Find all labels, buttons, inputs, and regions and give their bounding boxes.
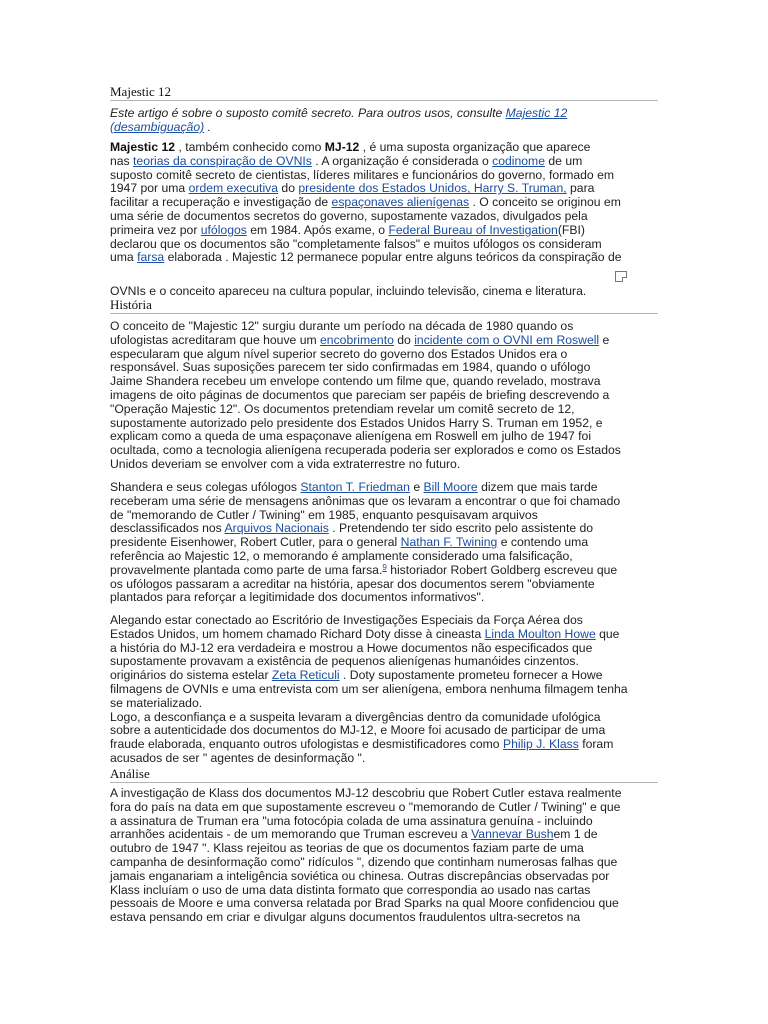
section-heading-historia: História: [110, 297, 152, 312]
text: . O conceito se originou em: [469, 195, 621, 210]
link-stanton-friedman[interactable]: Stanton T. Friedman: [300, 480, 410, 494]
text: ufologistas acreditaram que houve um: [110, 332, 321, 347]
section-divider: [110, 313, 658, 314]
link-incidente-roswell[interactable]: incidente com o OVNI em Roswell: [414, 332, 600, 347]
text: em 1984. Após exame, o: [246, 222, 389, 237]
text: arranhões acidentais - de um memorando que Truman escreveu a: [110, 827, 472, 842]
text: nas: [110, 153, 134, 168]
text-line: acusados de ser " agentes de desinformação ".: [110, 750, 366, 765]
text-line: supostamente provavam a existência de pequenos alienígenas humanóides cinzentos.: [110, 654, 579, 669]
text-line: imagens de oito páginas de documentos que pareciam ser papéis de briefing descrevendo a: [110, 387, 610, 402]
text: provavelmente plantada como parte de uma farsa.: [110, 562, 383, 577]
text: que: [595, 626, 620, 641]
page-title: Majestic 12: [110, 84, 172, 99]
text: desclassificados nos: [110, 521, 225, 536]
text-line: O conceito de "Majestic 12" surgiu durante um período na década de 1980 quando os: [110, 319, 574, 333]
link-bill-moore[interactable]: Bill Moore: [423, 480, 478, 494]
section-divider: [110, 782, 658, 783]
text: Shandera e seus colegas ufólogos: [110, 480, 301, 494]
text-line: a história do MJ-12 era verdadeira e mostrou a Howe documentos não especificados que: [110, 640, 593, 655]
text-line: a assinatura de Truman era "uma fotocópia colada de uma assinatura genuína - incluindo: [110, 813, 593, 828]
link-encobrimento[interactable]: encobrimento: [320, 332, 394, 347]
intro-paragraph-end: [110, 285, 666, 299]
citation-link[interactable]: 9: [382, 562, 387, 572]
link-ufologos[interactable]: ufólogos: [200, 222, 247, 237]
text-line: fora do país na data em que supostamente escreveu o "memorando de Cutler / Twining" e que: [110, 799, 621, 814]
text: facilitar a recuperação e investigação de: [110, 195, 332, 210]
text: dizem que mais tarde: [477, 480, 598, 494]
text: e contendo uma: [497, 535, 589, 550]
text-line: Logo, a desconfiança e a suspeita levaram a divergências dentro da comunidade ufológica: [110, 709, 601, 724]
text-line: uma série de documentos secretos do governo, supostamente vazados, divulgados pela: [110, 208, 588, 223]
text-line: "Operação Majestic 12". Os documentos pretendiam revelar um comitê secreto de 12,: [110, 401, 575, 416]
text-line: se materializado.: [110, 695, 203, 710]
text: primeira vez por: [110, 222, 201, 237]
bold-term: Majestic 12: [110, 140, 176, 154]
text-line: plantados para reforçar a legitimidade dos documentos informativos".: [110, 590, 485, 605]
text: elaborada . Majestic 12 permanece popular entre alguns teóricos da conspiração de: [164, 250, 622, 265]
text-line: filmagens de OVNIs e uma entrevista com um ser alienígena, embora nenhuma filmagem tenha: [110, 681, 628, 696]
link-fbi[interactable]: Federal Bureau of Investigation: [388, 222, 558, 237]
link-vannevar-bush[interactable]: Vannevar Bush: [471, 827, 554, 842]
text: 1947 por uma: [110, 181, 189, 196]
text-line: sobre a autenticidade dos documentos do MJ-12, e Moore foi acusado de participar de uma: [110, 723, 606, 738]
link-teorias-conspiracao[interactable]: teorias da conspiração de OVNIs: [133, 153, 312, 168]
text: uma: [110, 250, 138, 265]
text-line: Klass incluíam o uso de uma data distinta formato que correspondia ao usado nas cartas: [110, 882, 591, 897]
analise-paragraph-1: [110, 787, 666, 925]
hatnote: [110, 107, 666, 135]
link-philip-klass[interactable]: Philip J. Klass: [502, 737, 579, 752]
text: (FBI): [557, 222, 585, 237]
link-codinome[interactable]: codinome: [492, 153, 545, 168]
bold-term: MJ-12: [324, 140, 360, 154]
text-line: explicam como a queda de uma espaçonave alienígena em Roswell em julho de 1947 foi: [110, 429, 592, 444]
historia-paragraph-2: [110, 481, 666, 605]
text: para: [566, 181, 595, 196]
link-ordem-executiva[interactable]: ordem executiva: [188, 181, 279, 196]
text: fraude elaborada, enquanto outros ufologistas e desmistificadores como: [110, 737, 503, 752]
text: do: [278, 181, 299, 196]
link-presidente-truman[interactable]: presidente dos Estados Unidos, Harry S. Truman,: [298, 181, 567, 196]
text-line: outubro de 1947 ". Klass rejeitou as teorias de que os documentos faziam parte de uma: [110, 841, 584, 856]
text: . Pretendendo ter sido escrito pelo assistente do: [328, 521, 594, 536]
text-line: supostamente autorizado pelo presidente dos Estados Unidos Harry S. Truman em 1952, e: [110, 415, 603, 430]
title-divider: [110, 100, 658, 101]
section-heading-analise: Análise: [110, 766, 150, 781]
text: de um: [544, 153, 583, 168]
text: originários do sistema estelar: [110, 668, 272, 683]
historia-paragraph-3: [110, 614, 666, 766]
text: . Doty supostamente prometeu fornecer a Howe: [339, 668, 603, 683]
link-farsa[interactable]: farsa: [137, 250, 165, 265]
hatnote-text: Este artigo é sobre o suposto comitê secreto. Para outros usos, consulte: [110, 106, 503, 120]
disambiguation-link-suffix[interactable]: (desambiguação): [110, 119, 205, 134]
text-line: A investigação de Klass dos documentos MJ-12 descobriu que Robert Cutler estava realmente: [110, 786, 622, 800]
text-line: estava pensando em criar e divulgar alguns documentos fraudulentos ultra-secretos na: [110, 910, 581, 925]
text-line: Jaime Shandera recebeu um envelope contendo um filme que, quando revelado, mostrava: [110, 374, 601, 389]
text-line: OVNIs e o conceito apareceu na cultura popular, incluindo televisão, cinema e literatura.: [110, 284, 587, 298]
text: , é uma suposta organização que aparece: [359, 140, 591, 154]
text-line: Unidos deveriam se envolver com a vida extraterrestre no futuro.: [110, 456, 461, 471]
text-line: especularam que algum nível superior secreto do governo dos Estados Unidos era o: [110, 346, 568, 361]
text-line: ocultada, como a tecnologia alienígena recuperada poderia ser explorados e como os Estados: [110, 443, 621, 458]
text-line: declarou que os documentos são "completamente falsos" e muitos ufólogos os consideram: [110, 236, 602, 251]
broken-image-icon: [615, 271, 627, 282]
text: . A organização é considerada o: [311, 153, 493, 168]
text-line: jamais enganariam a inteligência soviética ou chinesa. Outras discrepâncias observadas por: [110, 868, 610, 883]
text-line: pessoais de Moore e uma conversa relatada por Brad Sparks na qual Moore confidenciou que: [110, 896, 619, 911]
text: presidente Eisenhower, Robert Cutler, para o general: [110, 535, 401, 550]
link-espaconaves[interactable]: espaçonaves alienígenas: [331, 195, 470, 210]
link-nathan-twining[interactable]: Nathan F. Twining: [400, 535, 498, 550]
link-arquivos-nacionais[interactable]: Arquivos Nacionais: [224, 521, 329, 536]
text-line: referência ao Majestic 12, o memorando é amplamente considerado uma falsificação,: [110, 548, 573, 563]
link-linda-moulton-howe[interactable]: Linda Moulton Howe: [484, 626, 596, 641]
text-line: suposto comitê secreto de cientistas, líderes militares e funcionários do governo, formado em: [110, 167, 614, 182]
text: foram: [578, 737, 614, 752]
text-line: Alegando estar conectado ao Escritório de Investigações Especiais da Força Aérea dos: [110, 613, 583, 627]
historia-paragraph-1: [110, 320, 666, 472]
text-line: campanha de desinformação como" ridículos ", dizendo que continham numerosas falhas que: [110, 854, 618, 869]
text-line: de "memorando de Cutler / Twining" em 1985, enquanto pesquisavam arquivos: [110, 507, 538, 522]
text: e: [599, 332, 610, 347]
text: do: [393, 332, 415, 347]
text: , também conhecido como: [175, 140, 325, 154]
disambiguation-link[interactable]: Majestic 12: [505, 106, 568, 120]
link-zeta-reticuli[interactable]: Zeta Reticuli: [271, 668, 340, 683]
intro-paragraph: [110, 141, 666, 265]
text-line: os ufólogos passaram a acreditar na história, apesar dos documentos serem "obviamente: [110, 576, 595, 591]
text: e: [409, 480, 424, 494]
text-line: responsável. Suas suposições parecem ter sido confirmadas em 1984, quando o ufólogo: [110, 360, 591, 375]
text: Estados Unidos, um homem chamado Richard Doty disse à cineasta: [110, 626, 485, 641]
text-line: receberam uma série de mensagens anônimas que os levaram a encontrar o que foi chamado: [110, 493, 621, 508]
hatnote-end: .: [207, 119, 211, 134]
text: em 1 de: [553, 827, 598, 842]
text: historiador Robert Goldberg escreveu que: [386, 562, 618, 577]
